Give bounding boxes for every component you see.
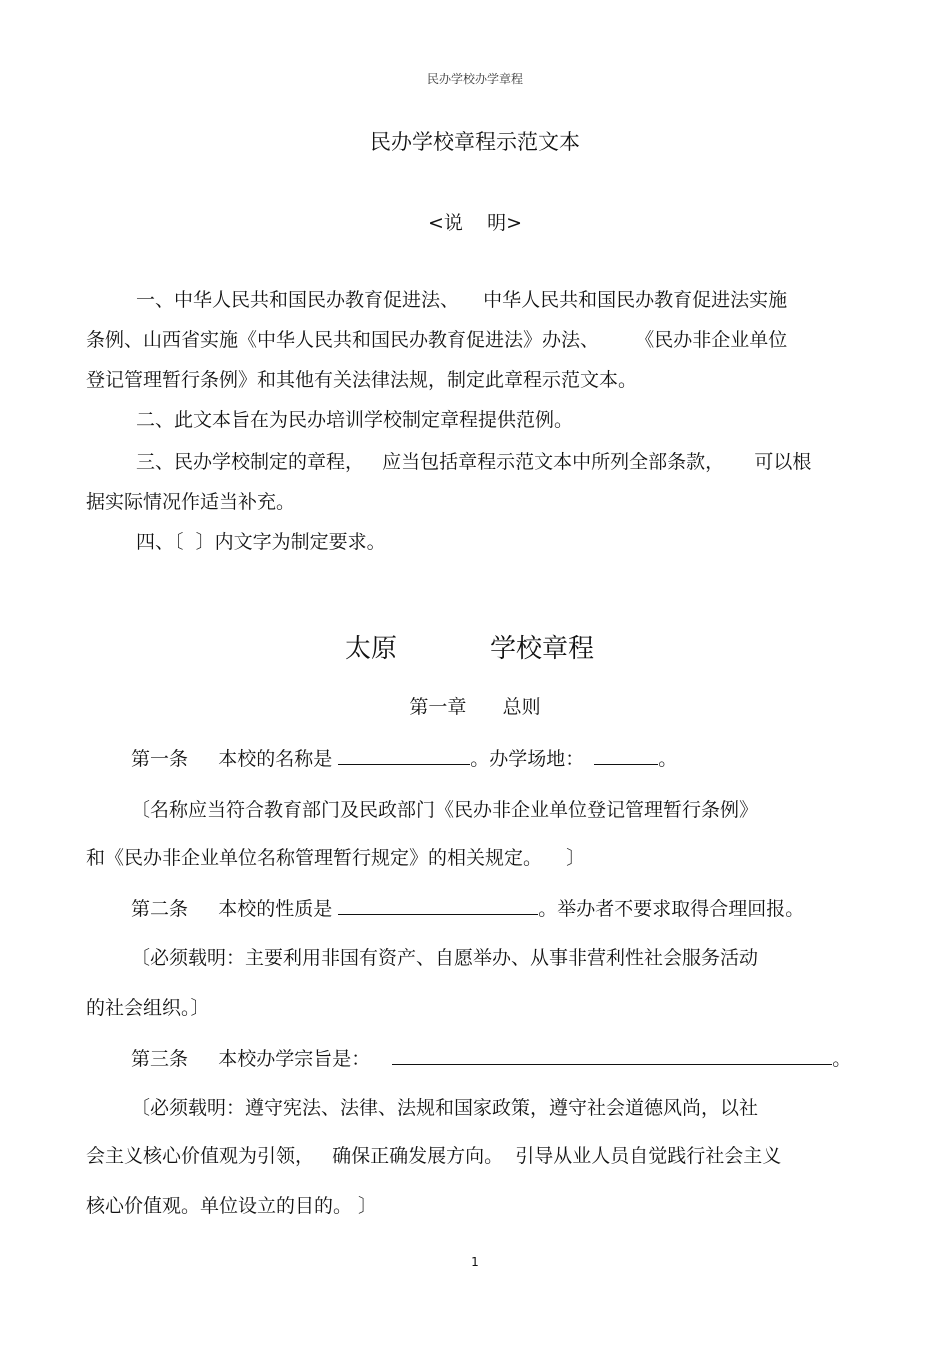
note-line-1: 一、中华人民共和国民办教育促进法、 中华人民共和国民办教育促进法实施 [136, 289, 788, 311]
charter-title-main: 学校章程 [490, 634, 595, 664]
note-line-2: 条例、山西省实施《中华人民共和国民办教育促进法》办法、 《民办非企业单位 [86, 329, 788, 351]
note-line-3: 登记管理暂行条例》和其他有关法律法规，制定此章程示范文本。 [86, 369, 638, 391]
note-line-5: 三、民办学校制定的章程， 应当包括章程示范文本中所列全部条款， 可以根 [136, 451, 812, 473]
article-3-note-1: 〔必须载明：遵守宪法、法律、法规和国家政策，遵守社会道德风尚，以社 [131, 1097, 759, 1119]
chapter-heading: 第一章 总则 [409, 696, 541, 718]
school-name-blank [338, 744, 470, 765]
article-1-note-1: 〔名称应当符合教育部门及民政部门《民办非企业单位登记管理暂行条例》 [131, 799, 759, 821]
school-location-blank [594, 744, 658, 765]
notes-heading: <说 明> [428, 212, 522, 234]
running-header: 民办学校办学章程 [426, 72, 523, 86]
note-line-4: 二、此文本旨在为民办培训学校制定章程提供范例。 [136, 409, 574, 431]
article-1-lead: 第一条 本校的名称是 [131, 748, 339, 770]
article-2 [131, 894, 804, 923]
article-2-note-2: 的社会组织。〕 [86, 997, 210, 1019]
article-2-note-1: 〔必须载明：主要利用非国有资产、自愿举办、从事非营利性社会服务活动 [131, 947, 759, 969]
article-3-note-3: 核心价值观。单位设立的目的。 〕 [86, 1195, 378, 1217]
article-3-note-2: 会主义核心价值观为引领， 确保正确发展方向。 引导从业人员自觉践行社会主义 [86, 1145, 782, 1167]
article-3-end: 。 [832, 1048, 852, 1070]
school-purpose-blank [392, 1044, 832, 1065]
article-2-end: 。举办者不要求取得合理回报。 [538, 898, 805, 920]
article-1 [131, 744, 677, 773]
school-nature-blank [338, 894, 538, 915]
article-3-lead: 第三条 本校办学宗旨是： [131, 1048, 371, 1070]
article-3 [131, 1044, 851, 1073]
page-number: 1 [471, 1255, 479, 1269]
article-1-end: 。 [658, 748, 678, 770]
note-line-6: 据实际情况作适当补充。 [86, 491, 296, 513]
note-line-7: 四、〔 〕内文字为制定要求。 [136, 531, 386, 553]
charter-title-city: 太原 [345, 634, 398, 664]
article-1-mid: 。办学场地： [470, 748, 585, 770]
article-2-lead: 第二条 本校的性质是 [131, 898, 339, 920]
article-1-note-2: 和《民办非企业单位名称管理暂行规定》的相关规定。 〕 [86, 847, 586, 869]
document-title: 民办学校章程示范文本 [370, 130, 580, 154]
